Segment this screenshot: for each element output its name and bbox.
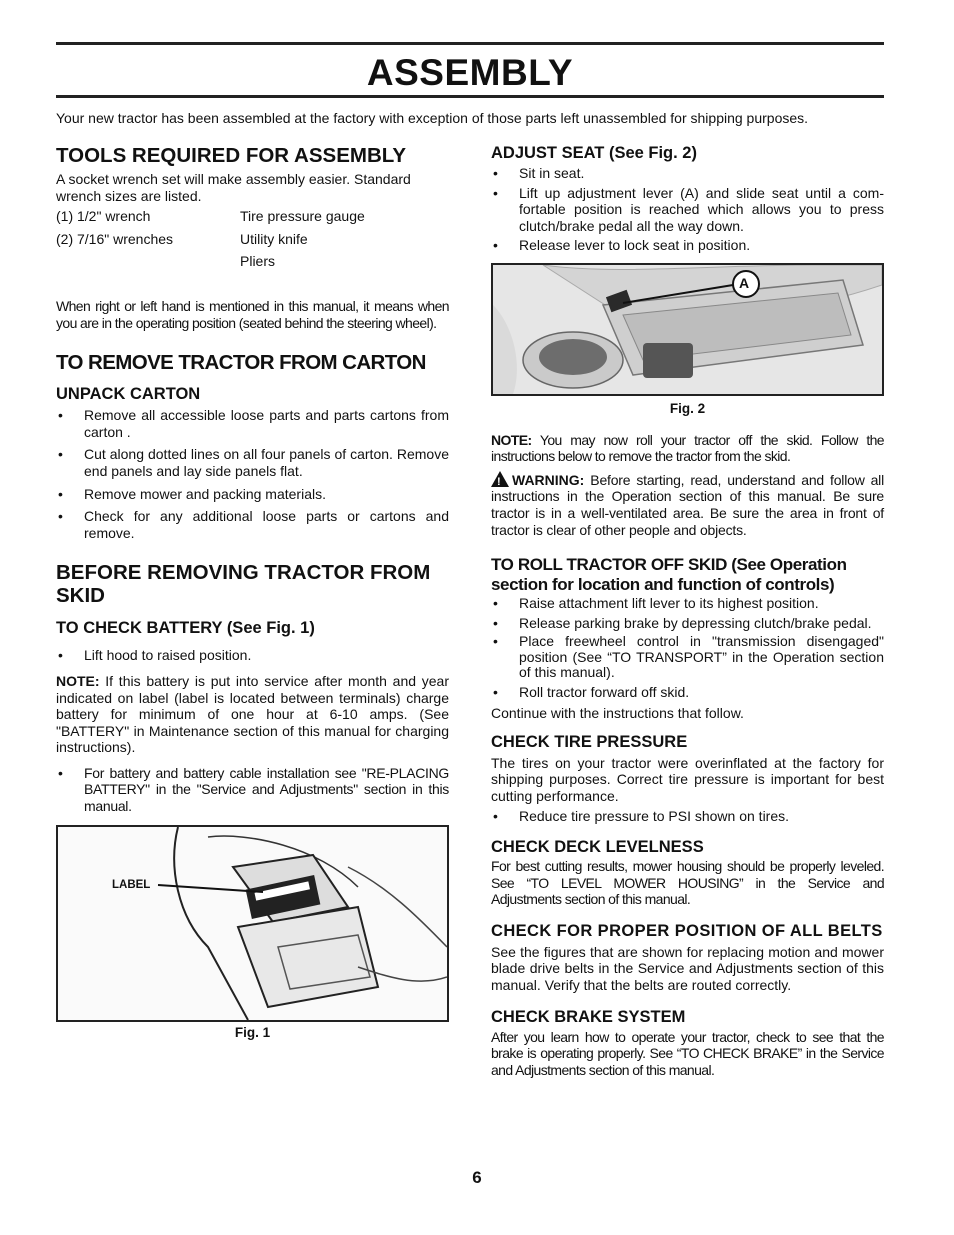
label-callout: LABEL xyxy=(112,878,151,891)
battery-note xyxy=(56,673,449,756)
warning xyxy=(491,471,884,538)
list-item: • Roll tractor forward off skid. xyxy=(491,684,884,701)
fig-callout-a: A xyxy=(739,274,750,291)
deck-heading: CHECK DECK LEVELNESS xyxy=(491,838,704,857)
seat-list xyxy=(491,165,884,254)
tool-item: Tire pressure gauge xyxy=(240,208,365,225)
note-text: If this battery is put into service after month and year indicated on label (label is located between terminals) charge battery for minimum of one hour at 6-10 amps. (See "BATTERY" in Maintenance section of this manual for charging instructions). xyxy=(56,672,449,756)
list-item: • Reduce tire pressure to PSI shown on tires. xyxy=(491,808,884,825)
hand-note: When right or left hand is mentioned in this manual, it means when you are in the operating position (seated behind the steering wheel). xyxy=(56,297,449,331)
tire-list xyxy=(491,808,884,825)
tools-heading: TOOLS REQUIRED FOR ASSEMBLY xyxy=(56,144,407,167)
note-label: NOTE: xyxy=(56,672,100,689)
tool-item: Utility knife xyxy=(240,230,308,247)
list-item: • Lift up adjustment lever (A) and slide seat until a com-fortable position is reached which allows you to press clutch/brake pedal all the way down. xyxy=(491,185,884,235)
battery-illustration xyxy=(58,827,447,1020)
tire-text: The tires on your tractor were overinflated at the factory for shipping purposes. Correct tire pressure is important for best cutting performance. xyxy=(491,754,884,804)
unpack-list xyxy=(56,407,449,541)
figure-1 xyxy=(56,825,449,1022)
list-item: • Release parking brake by depressing clutch/brake pedal. xyxy=(491,615,884,632)
skid-note xyxy=(491,432,884,465)
continue-text: Continue with the instructions that follow. xyxy=(491,705,744,722)
note-text: You may now roll your tractor off the skid. Follow the instructions below to remove the tractor from the skid. xyxy=(491,431,884,465)
note-label: NOTE: xyxy=(491,431,532,448)
intro-text: Your new tractor has been assembled at the factory with exception of those parts left unassembled for shipping purposes. xyxy=(56,110,809,126)
tool-item: Pliers xyxy=(240,253,276,270)
battery-list-2 xyxy=(56,765,449,815)
tire-heading: CHECK TIRE PRESSURE xyxy=(491,732,688,751)
roll-list xyxy=(491,595,884,700)
figure-1-caption: Fig. 1 xyxy=(234,1024,271,1040)
list-item: • Lift hood to raised position. xyxy=(56,647,449,664)
warning-label: WARNING: xyxy=(512,471,585,488)
remove-heading: TO REMOVE TRACTOR FROM CARTON xyxy=(56,351,426,375)
before-heading: BEFORE REMOVING TRACTOR FROM SKID xyxy=(56,561,431,608)
tools-list xyxy=(56,208,449,270)
belts-text: See the figures that are shown for replacing motion and mower blade drive belts in the Service and Adjustments section of this manual. Verify that the belts are routed correctly. xyxy=(491,943,884,994)
list-item: • Cut along dotted lines on all four panels of carton. Remove end panels and lay side panels flat. xyxy=(56,446,449,479)
figure-2 xyxy=(491,263,884,396)
list-item: • Release lever to lock seat in position. xyxy=(491,237,884,254)
warning-text: Before starting, read, understand and follow all instructions in the Operation section of this manual. Be sure tractor is in a well-ventilated area. Be sure the area in front of tractor is clear of other people and objects. xyxy=(491,471,884,538)
tool-item: (1) 1/2" wrench xyxy=(56,208,151,225)
roll-heading: TO ROLL TRACTOR OFF SKID (See Operation section for location and function of controls) xyxy=(491,555,847,595)
deck-text: For best cutting results, mower housing should be properly leveled. See “TO LEVEL MOWER HOUSING” in the Service and Adjustments section of this manual. xyxy=(491,858,884,908)
list-item: • Check for any additional loose parts or cartons and remove. xyxy=(56,508,449,541)
brake-heading: CHECK BRAKE SYSTEM xyxy=(491,1007,686,1026)
unpack-heading: UNPACK CARTON xyxy=(56,385,201,404)
list-item: • Place freewheel control in "transmission disengaged" position (See “TO TRANSPORT” in the Operation section of this manual). xyxy=(491,634,884,680)
seat-illustration xyxy=(493,265,882,394)
list-item: • Sit in seat. xyxy=(491,165,884,182)
list-item: • Raise attachment lift lever to its highest position. xyxy=(491,595,884,612)
page-title: ASSEMBLY xyxy=(366,52,574,93)
brake-text: After you learn how to operate your tractor, check to see that the brake is operating properly. See “TO CHECK BRAKE” in the Service and Adjustments section of this manual. xyxy=(491,1028,884,1078)
tools-text: A socket wrench set will make assembly easier. Standard wrench sizes are listed. xyxy=(56,171,411,204)
warning-icon: ! xyxy=(491,471,509,487)
list-item: • Remove all accessible loose parts and parts cartons from carton . xyxy=(56,407,449,440)
list-item: • Remove mower and packing materials. xyxy=(56,486,449,503)
title-underline xyxy=(56,95,884,98)
belts-heading: CHECK FOR PROPER POSITION OF ALL BELTS xyxy=(491,921,883,940)
figure-2-caption: Fig. 2 xyxy=(669,400,706,416)
tool-item: (2) 7/16" wrenches xyxy=(56,230,174,247)
right-column xyxy=(491,144,884,1078)
list-item: • For battery and battery cable installation see "RE-PLACING BATTERY" in the "Service and Adjustments" section in this manual. xyxy=(56,765,449,815)
seat-heading: ADJUST SEAT (See Fig. 2) xyxy=(491,144,697,162)
battery-list xyxy=(56,647,449,664)
page-number: 6 xyxy=(472,1168,482,1187)
top-rule xyxy=(56,42,884,45)
tool-item xyxy=(56,253,240,270)
battery-heading: TO CHECK BATTERY (See Fig. 1) xyxy=(56,619,315,638)
left-column xyxy=(56,144,449,1041)
